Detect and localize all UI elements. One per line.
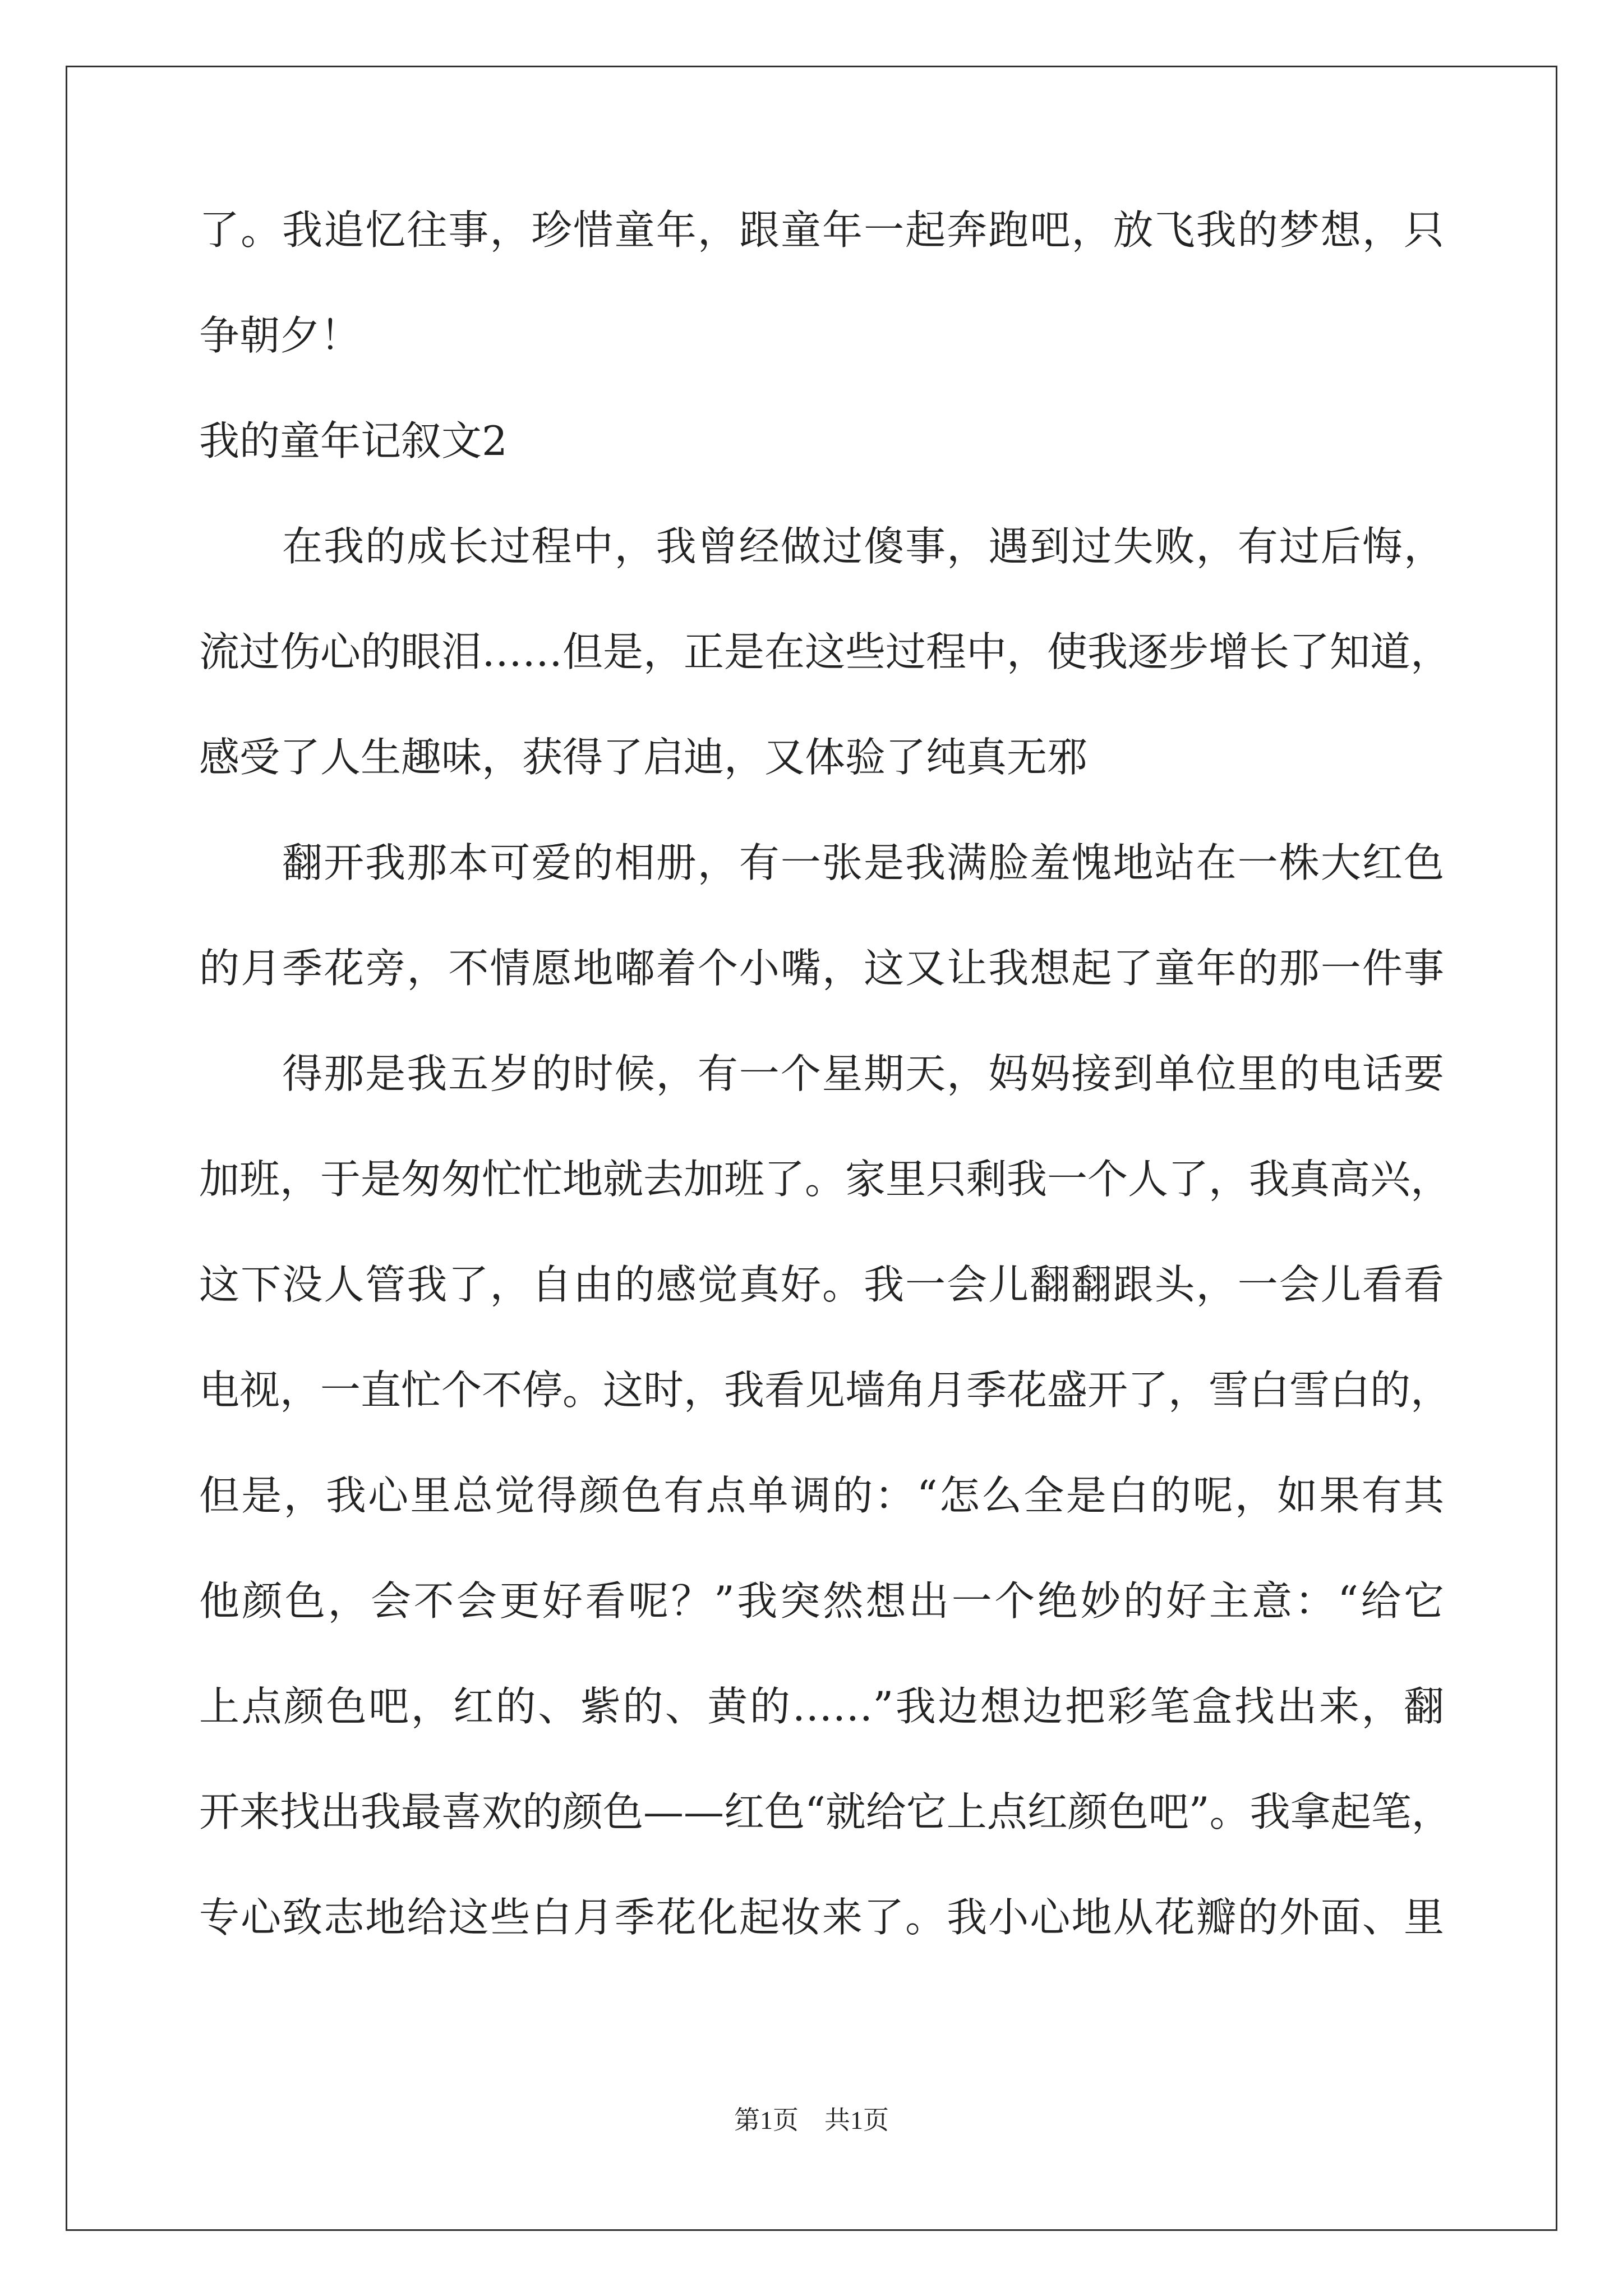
text-line: 专心致志地给这些白月季花化起妆来了。我小心地从花瓣的外面、里: [199, 1894, 1444, 1941]
text-line: 了。我追忆往事，珍惜童年，跟童年一起奔跑吧，放飞我的梦想，只: [199, 206, 1444, 254]
text-line: 翻开我那本可爱的相册，有一张是我满脸羞愧地站在一株大红色: [282, 839, 1444, 886]
text-line: 加班，于是匆匆忙忙地就去加班了。家里只剩我一个人了，我真高兴，: [199, 1156, 1451, 1203]
text-line: 流过伤心的眼泪……但是，正是在这些过程中，使我逐步增长了知道，: [199, 628, 1451, 675]
text-line: 上点颜色吧，红的、紫的、黄的……”我边想边把彩笔盒找出来，翻: [199, 1683, 1444, 1730]
page-number-footer: 第1页 共1页: [734, 2106, 889, 2134]
section-heading: 我的童年记叙文2: [199, 417, 508, 464]
text-line: 这下没人管我了，自由的感觉真好。我一会儿翻翻跟头，一会儿看看: [199, 1261, 1444, 1308]
text-line: 的月季花旁，不情愿地嘟着个小嘴，这又让我想起了童年的那一件事: [199, 945, 1444, 992]
text-line: 感受了人生趣味，获得了启迪，又体验了纯真无邪: [199, 734, 1088, 781]
text-line: 争朝夕！: [199, 312, 361, 359]
text-line: 得那是我五岁的时候，有一个星期天，妈妈接到单位里的电话要: [282, 1050, 1444, 1097]
text-line: 电视，一直忙个不停。这时，我看见墙角月季花盛开了，雪白雪白的，: [199, 1366, 1451, 1414]
text-line: 他颜色，会不会更好看呢？”我突然想出一个绝妙的好主意：“给它: [199, 1577, 1444, 1625]
text-line: 但是，我心里总觉得颜色有点单调的：“怎么全是白的呢，如果有其: [199, 1472, 1444, 1519]
text-line: 在我的成长过程中，我曾经做过傻事，遇到过失败，有过后悔，: [282, 523, 1444, 570]
text-line: 开来找出我最喜欢的颜色——红色“就给它上点红颜色吧”。我拿起笔，: [199, 1788, 1452, 1835]
